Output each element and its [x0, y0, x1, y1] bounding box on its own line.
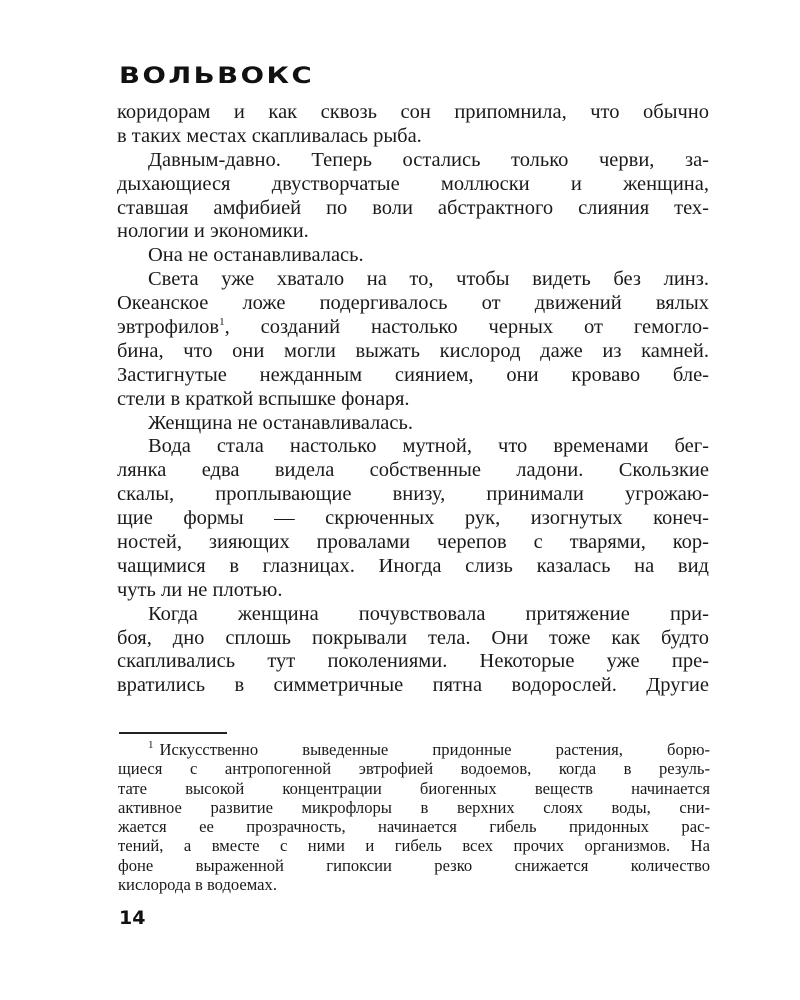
text-line: лянка едва видела собственные ладони. Скользкие [117, 459, 709, 482]
text-line: нологии и экономики. [117, 220, 309, 243]
footnote-divider [119, 732, 227, 734]
text-line: Океанское ложе подергивалось от движений вялых [117, 292, 709, 315]
footnote-line: активное развитие микрофлоры в верхних слоях воды, сни- [118, 797, 710, 817]
text-line: чуть ли не плотью. [117, 578, 283, 601]
text-line: скалы, проплывающие внизу, принимали угрожаю- [117, 483, 709, 506]
text-line: Женщина не останавливалась. [148, 411, 413, 434]
footnote-reference[interactable]: 1 [219, 316, 225, 329]
footnote-line: тений, а вместе с ними и гибель всех прочих организмов. На [118, 836, 710, 856]
text-line: Давным-давно. Теперь остались только черви, за- [148, 148, 709, 171]
footnote-line: фоне выраженной гипоксии резко снижается количество [118, 855, 710, 875]
text-line: ставшая амфибией по воли абстрактного слияния тех- [117, 196, 709, 219]
text-line: в таких местах скапливалась рыба. [117, 124, 422, 147]
text-line [117, 316, 709, 340]
main-text [117, 101, 709, 698]
text-line: Света уже хватало на то, чтобы видеть без линз. [148, 268, 709, 291]
text-line: Она не останавливалась. [148, 244, 364, 267]
footnote-line: жается ее прозрачность, начинается гибель придонных рас- [118, 817, 710, 837]
footnote-line [118, 740, 710, 759]
text-line: чащимися в глазницах. Иногда слизь казалась на вид [117, 554, 709, 577]
footnote [118, 740, 710, 894]
footnote-line: щиеся с антропогенной эвтрофией водоемов, когда в резуль- [118, 759, 710, 779]
text-fragment: эвтрофилов [117, 316, 220, 339]
page-number: 14 [119, 907, 146, 929]
text-line: бина, что они могли выжать кислород даже из камней. [117, 339, 709, 362]
text-fragment: , созданий настолько черных от гемогло- [224, 316, 709, 339]
text-line: коридорам и как сквозь сон припомнила, что обычно [117, 101, 709, 123]
text-line: скапливались тут поколениями. Некоторые уже пре- [117, 650, 709, 673]
footnote-marker: 1 [148, 739, 154, 752]
text-line: боя, дно сплошь покрывали тела. Они тоже как будто [117, 626, 709, 649]
footnote-line: кислорода в водоемах. [118, 875, 277, 895]
footnote-line: тате высокой концентрации биогенных веществ начинается [118, 778, 710, 798]
text-line: Застигнутые нежданным сиянием, они кроваво бле- [117, 363, 709, 386]
text-fragment: Искусственно выведенные придонные растения, борю- [159, 740, 710, 759]
text-line: дыхающиеся двустворчатые моллюски и женщина, [117, 172, 709, 195]
text-line: Когда женщина почувствовала притяжение при- [148, 602, 709, 625]
text-line: стели в краткой вспышке фонаря. [117, 387, 410, 410]
text-line: вратились в симметричные пятна водорослей. Другие [117, 674, 709, 697]
text-line: Вода стала настолько мутной, что временами бег- [148, 435, 709, 458]
text-line: ностей, зияющих провалами черепов с тварями, кор- [117, 531, 709, 554]
text-line: щие формы — скрюченных рук, изогнутых конеч- [117, 507, 709, 530]
running-head: ВОЛЬВОКС [119, 64, 315, 89]
